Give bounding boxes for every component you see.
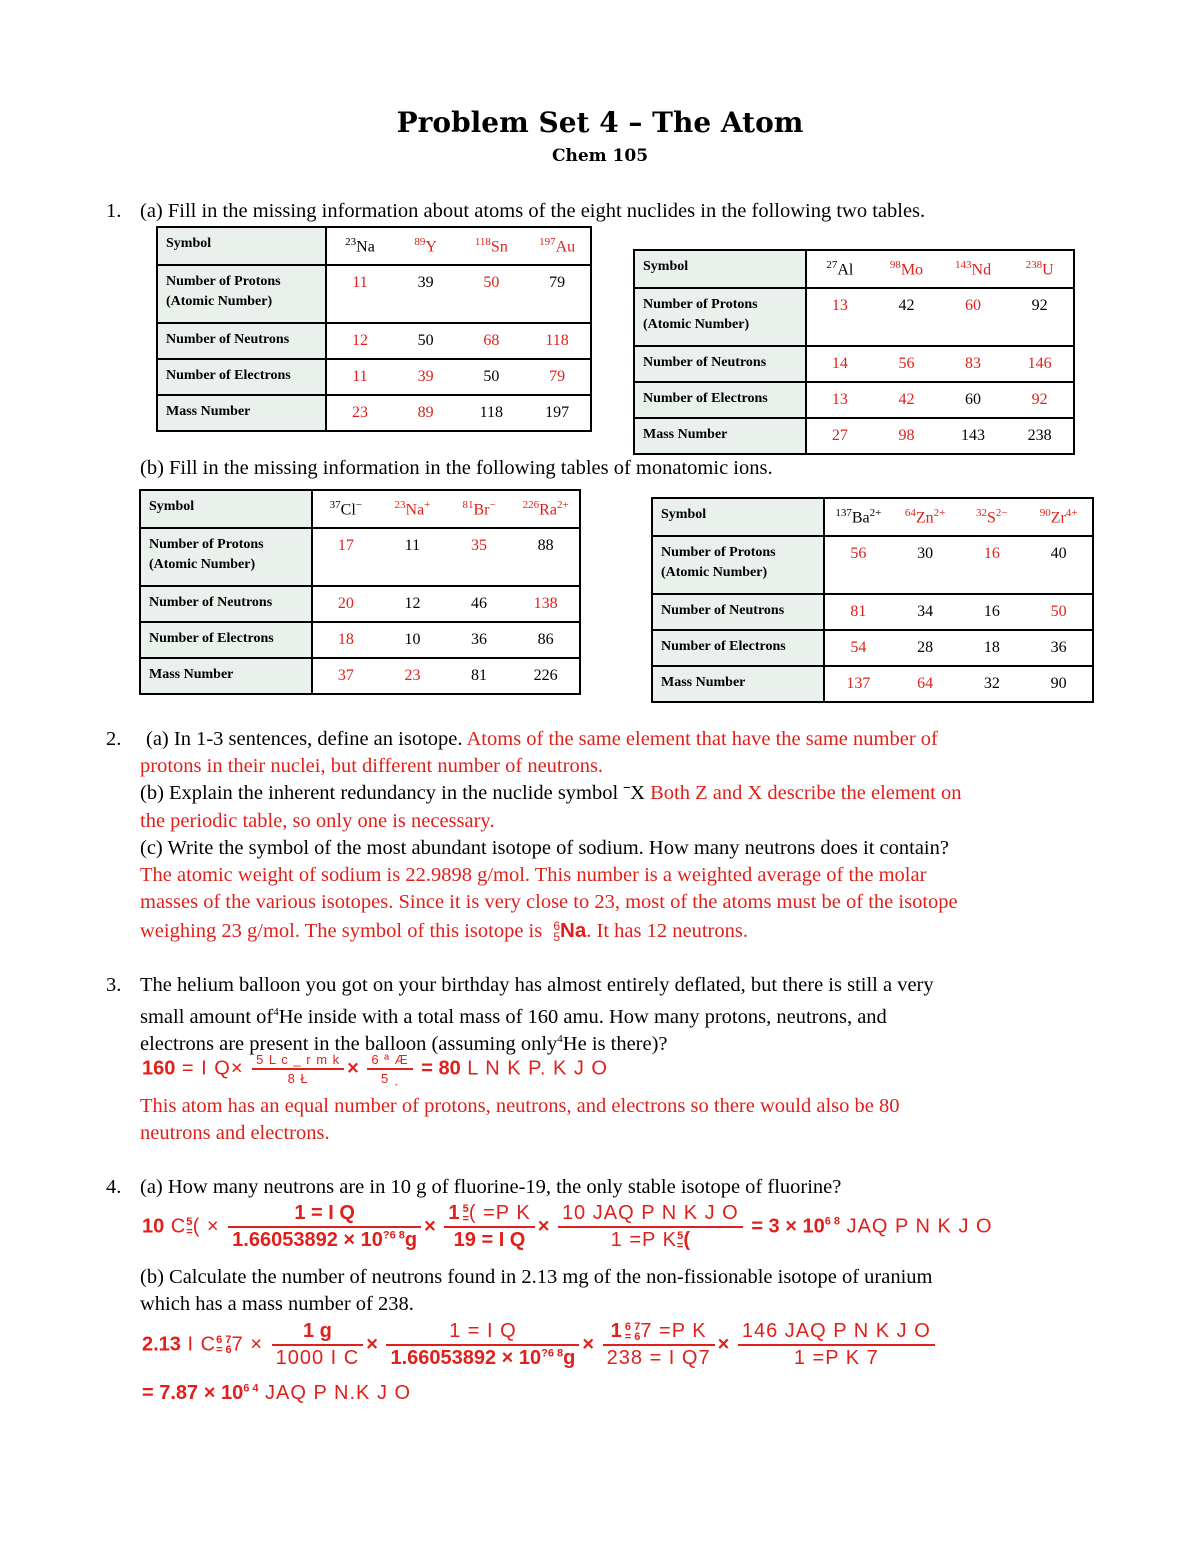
q2a-answer-1: Atoms of the same element that have the same number of [466,728,938,750]
symbol-mass-sup: 137 [835,507,852,519]
row-label-electrons: Number of Electrons [140,622,312,658]
table-row-protons [140,528,580,586]
q4b-f1-den: 1000 I C [275,1347,360,1369]
q3-line-3a: electrons are present in the balloon (assuming only [140,1032,558,1055]
q4a-f3-den: 1 =P K [610,1229,677,1251]
row-label-protons: Number of Protons (Atomic Number) [157,265,326,323]
row-label-neutrons: Number of Neutrons [140,586,312,622]
row-label-neutrons: Number of Neutrons [157,323,326,359]
q4a-equation: 10 C 5 = ( × $\frac{\text{1 = I Q}}{1.66053892 \times 10^{?6 8}g}$ × 1 5 = ( =P K 19 = I Q × 10 JAQ P N K J O 1 =P K 5 = ( = $3 \times 10^{6 8}$ JAQ P N K J O [142,1202,993,1252]
q2c-sym-sub: 5 [553,930,561,945]
value-cell-electrons: 86 [512,622,580,658]
value-cell-mass: 81 [446,658,513,694]
symbol-element: Sn [490,238,508,256]
q3-line-1: The helium balloon you got on your birthday has almost entirely deflated, but there is still a very [140,974,934,996]
value-cell-mass: 27 [806,418,874,454]
q4a-eq-result-sup: 6 8 [824,1215,841,1228]
q4a-f3-den-sup: 5 [677,1229,684,1242]
q4b-eq-g1-sub: = 6 [216,1344,232,1356]
value-cell-mass: 32 [958,666,1025,702]
q4a-eq-g1-end: ( × [192,1215,220,1238]
q4b-f3-den: 238 = I Q7 [606,1347,711,1369]
row-label-symbol: Symbol [634,250,806,288]
symbol-mass-sup: 64 [904,507,916,519]
q4b-f4-den: 1 =P K 7 [793,1347,879,1369]
symbol-cell [873,250,940,288]
symbol-charge: − [355,499,363,511]
value-cell-mass: 37 [312,658,380,694]
q4b-f1-num: 1 g [272,1320,364,1346]
q4b-f3-num-end: 7 =P K [640,1320,707,1342]
q4a-f2-num-sub: = [462,1212,469,1225]
table-row-mass [140,658,580,694]
value-cell-protons: 88 [512,528,580,586]
q4a-f2-num-end: ( =P K [468,1202,531,1224]
symbol-element: Na [405,501,425,519]
symbol-mass-sup: 143 [955,259,972,271]
q4a-f1-den-line [228,1228,421,1252]
q4b-eq-start: 2.13 [142,1333,181,1356]
value-cell-mass: 143 [940,418,1007,454]
q3-eq-end: = 80 [421,1057,461,1080]
symbol-element: U [1042,261,1054,279]
q3-answer-2: neutrons and electrons. [140,1122,330,1144]
q4b-result-end: JAQ P N.K J O [258,1382,412,1404]
q4a-f1-den: 1.66053892 × 10 [232,1229,383,1251]
q2c-sym: Na [560,919,587,942]
q2c-answer-3: weighing 23 g/mol. The symbol of this isotope is [140,920,543,942]
symbol-charge: 2+ [933,507,946,519]
q2a-line [146,726,938,753]
symbol-mass-sup: 37 [329,499,341,511]
q3-line-2b: He inside with a total mass of 160 amu. How many protons, neutrons, and [278,1005,887,1028]
value-cell-mass: 98 [873,418,940,454]
table-row-protons [634,288,1074,346]
q4a-f3-den-sub: = [676,1239,684,1252]
value-cell-protons: 56 [824,536,892,594]
symbol-element: Ra [539,501,557,519]
row-label-protons: Number of Protons (Atomic Number) [634,288,806,346]
ion-table-2 [651,497,1094,703]
row-label-electrons: Number of Electrons [652,630,824,666]
symbol-element: Al [837,261,854,279]
q4b-f2-num: 1 = I Q [386,1320,579,1346]
q4a-fraction-3 [558,1202,743,1252]
nuclide-table-1 [156,226,592,432]
value-cell-mass: 64 [892,666,959,702]
q2b-answer-1: Both Z and X describe the element on [650,782,962,804]
value-cell-electrons: 18 [312,622,380,658]
q4b-f3-num-sup: 6 7 [624,1320,641,1333]
value-cell-neutrons: 118 [524,323,591,359]
q2c-question: (c) Write the symbol of the most abundant isotope of sodium. How many neutrons does it contain? [140,837,949,859]
symbol-mass-sup: 27 [826,259,838,271]
q4a-f2-num-line [444,1202,534,1228]
q4a-fraction-1 [228,1202,421,1252]
value-cell-neutrons: 12 [379,586,446,622]
symbol-element: Zr [1050,509,1066,527]
symbol-mass-sup: 238 [1025,259,1043,271]
q4b-result [142,1382,411,1405]
value-cell-mass: 226 [512,658,580,694]
symbol-charge: 2+ [869,507,882,519]
value-cell-neutrons: 46 [446,586,513,622]
q3-answer-1: This atom has an equal number of protons, neutrons, and electrons so there would also be 80 [140,1095,900,1117]
symbol-cell [806,250,874,288]
q4a-f1-num: 1 = I Q [228,1202,421,1228]
q4a-f2-den: 19 = I Q [453,1229,526,1251]
q4b-question-2: which has a mass number of 238. [140,1293,414,1315]
value-cell-neutrons: 20 [312,586,380,622]
q2c-answer-3-line [140,917,748,945]
table-row-symbol [140,490,580,528]
q2b-question: (b) Explain the inherent redundancy in the nuclide symbol [140,782,619,804]
q2b-answer-2: the periodic table, so only one is necessary. [140,810,495,832]
q3-f2-num: 6 ª Æ [367,1052,412,1070]
value-cell-electrons: 36 [1025,630,1093,666]
symbol-element: Au [555,238,576,256]
table-row-neutrons [140,586,580,622]
value-cell-mass: 137 [824,666,892,702]
value-cell-neutrons: 50 [1025,594,1093,630]
symbol-element: Na [356,238,375,256]
value-cell-electrons: 28 [892,630,959,666]
q4-number: 4. [106,1176,122,1198]
q3-eq-garble: L N K P. K J O [460,1057,608,1080]
row-label-neutrons: Number of Neutrons [652,594,824,630]
symbol-mass-sup: 90 [1039,507,1051,519]
value-cell-neutrons: 83 [940,346,1007,382]
symbol-cell [312,490,380,528]
value-cell-neutrons: 14 [806,346,874,382]
q1a-prompt: (a) Fill in the missing information about atoms of the eight nuclides in the following two tables. [140,200,926,222]
q3-line-2-sup: 4 [273,1006,279,1018]
q4a-eq-result: = 3 × 10 [751,1215,825,1238]
symbol-cell [326,227,393,265]
q4a-fraction-2 [444,1202,534,1252]
value-cell-protons: 11 [326,265,393,323]
q2b-symbol: ˉX [623,782,645,804]
value-cell-mass: 23 [379,658,446,694]
symbol-mass-sup: 98 [889,259,901,271]
value-cell-mass: 197 [524,395,591,431]
q3-equation: 160 = I Q× $\frac{\text{5 L c \_ r m k}}{8 Ł}$ × $\frac{\text{6 ª Æ}}{\text{5 ˏ}}$ = 80 L N K P. K J O [142,1052,608,1086]
value-cell-neutrons: 16 [958,594,1025,630]
value-cell-protons: 50 [458,265,524,323]
q2c-sym-sup: 6 [553,919,561,934]
q4b-f3-num-line [603,1320,715,1346]
value-cell-protons: 16 [958,536,1025,594]
symbol-cell [379,490,446,528]
symbol-charge: 2− [995,507,1008,519]
nuclide-table-2 [633,249,1075,455]
table-row-neutrons [652,594,1093,630]
value-cell-protons: 42 [873,288,940,346]
value-cell-neutrons: 138 [512,586,580,622]
symbol-element: Br [473,501,490,519]
q4a-eq-g1-sup: 5 [186,1216,193,1228]
q4b-eq-g1-indices [216,1335,232,1355]
value-cell-protons: 40 [1025,536,1093,594]
symbol-cell [892,498,959,536]
q4a-f1-den-end: g [404,1229,418,1251]
q3-f2-den: 5 ˏ [380,1071,400,1086]
q4a-f2-num: 1 [448,1202,460,1224]
symbol-cell [446,490,513,528]
symbol-charge: + [424,499,431,511]
row-label-electrons: Number of Electrons [634,382,806,418]
symbol-element: S [987,509,996,527]
q3-line-3b: He is there)? [562,1032,668,1055]
q4b-fraction-3 [603,1320,715,1370]
q3-line-2a: small amount of [140,1005,274,1028]
symbol-cell [824,498,892,536]
q2-number: 2. [106,728,122,750]
value-cell-protons: 92 [1006,288,1074,346]
value-cell-electrons: 13 [806,382,874,418]
row-label-electrons: Number of Electrons [157,359,326,395]
table-row-mass [652,666,1093,702]
value-cell-mass: 23 [326,395,393,431]
symbol-mass-sup: 23 [394,499,406,511]
q4a-f3-den-end: ( [683,1229,691,1251]
q4b-result-value: = 7.87 × 10 [142,1382,244,1404]
course-subtitle: Chem 105 [551,146,649,166]
table-row-electrons [140,622,580,658]
value-cell-electrons: 11 [326,359,393,395]
symbol-mass-sup: 81 [462,499,474,511]
table-row-mass [157,395,591,431]
symbol-mass-sup: 23 [345,236,357,248]
table-row-mass [634,418,1074,454]
symbol-charge: 2+ [556,499,569,511]
symbol-mass-sup: 197 [539,236,556,248]
q4a-eq-g1: C [164,1215,187,1238]
q4b-fraction-1 [272,1320,364,1370]
q4b-eq-g1-sup: 6 7 [216,1334,232,1346]
q4b-f2-den-end: g [563,1347,576,1369]
value-cell-mass: 238 [1006,418,1074,454]
row-label-symbol: Symbol [652,498,824,536]
q4b-eq-g1: I C [180,1333,217,1356]
q4a-f3-den-line [558,1228,743,1252]
value-cell-protons: 11 [379,528,446,586]
value-cell-neutrons: 34 [892,594,959,630]
q2a-question: (a) In 1-3 sentences, define an isotope. [146,728,463,750]
row-label-symbol: Symbol [157,227,326,265]
q2b-line [140,780,962,807]
q4b-f4-num: 146 JAQ P N K J O [738,1320,935,1346]
q4b-f3-num: 1 [610,1320,622,1342]
q4a-eq-start: 10 [142,1215,165,1238]
value-cell-neutrons: 81 [824,594,892,630]
symbol-cell [458,227,524,265]
symbol-cell [524,227,591,265]
symbol-cell [393,227,459,265]
symbol-cell [1006,250,1074,288]
symbol-cell [512,490,580,528]
value-cell-neutrons: 50 [393,323,459,359]
symbol-mass-sup: 118 [474,236,491,248]
table-row-neutrons [634,346,1074,382]
ion-table-1 [139,489,581,695]
q4b-equation: 2.13 I C 6 7 = 6 7 × $\frac{1 g}{\text{1000 I C}}$ × $\frac{\text{1 = I Q}}{1.66053892 \times 10^{?6 8}g}$ × 1 6 7 = 6 7 =P K 238 = I Q7 × $\frac{\text{146 JAQ P N K J O}}{\text{1 =P K 7}}$ [142,1320,938,1370]
symbol-element: Ba [851,509,870,527]
table-row-electrons [634,382,1074,418]
symbol-mass-sup: 89 [414,236,426,248]
q3-fraction-2 [367,1052,412,1086]
q3-f1-num: 5 L c _ r m k [252,1052,344,1070]
table-row-electrons [157,359,591,395]
q4a-eq-g1-sub: = [186,1226,193,1238]
value-cell-protons: 13 [806,288,874,346]
symbol-element: Nd [971,261,992,279]
symbol-element: Cl [340,501,356,519]
symbol-charge: − [489,499,496,511]
symbol-cell [940,250,1007,288]
symbol-element: Mo [900,261,924,279]
q4b-fraction-2 [386,1320,579,1370]
table-row-neutrons [157,323,591,359]
q4a-f3-num: 10 JAQ P N K J O [558,1202,743,1228]
q3-line-3-sup: 4 [557,1033,563,1045]
value-cell-electrons: 36 [446,622,513,658]
symbol-mass-sup: 32 [976,507,988,519]
q1-number: 1. [106,200,122,222]
value-cell-neutrons: 56 [873,346,940,382]
q4b-question-1: (b) Calculate the number of neutrons found in 2.13 mg of the non-fissionable isotope of uranium [140,1266,933,1288]
value-cell-mass: 90 [1025,666,1093,702]
value-cell-mass: 89 [393,395,459,431]
value-cell-electrons: 54 [824,630,892,666]
value-cell-electrons: 18 [958,630,1025,666]
value-cell-neutrons: 68 [458,323,524,359]
q4b-fraction-4 [738,1320,935,1370]
value-cell-protons: 60 [940,288,1007,346]
symbol-cell [1025,498,1093,536]
value-cell-protons: 30 [892,536,959,594]
q3-f1-den: 8 Ł [287,1071,309,1086]
symbol-charge: 4+ [1065,507,1078,519]
row-label-protons: Number of Protons (Atomic Number) [140,528,312,586]
q4b-f2-den: 1.66053892 × 10 [390,1347,542,1369]
value-cell-neutrons: 146 [1006,346,1074,382]
table-row-symbol [157,227,591,265]
value-cell-electrons: 50 [458,359,524,395]
q4a-question: (a) How many neutrons are in 10 g of fluorine-19, the only stable isotope of fluorine? [140,1176,842,1198]
q3-number: 3. [106,974,122,996]
value-cell-protons: 79 [524,265,591,323]
q2a-answer-2: protons in their nuclei, but different number of neutrons. [140,755,604,777]
q4b-eq-g1-end: 7 × [231,1333,264,1356]
q4b-result-sup: 6 4 [243,1382,259,1395]
row-label-neutrons: Number of Neutrons [634,346,806,382]
q3-eq-start: 160 [142,1057,176,1080]
q4b-f3-num-sub: = 6 [624,1330,641,1343]
q3-fraction-1 [252,1052,344,1086]
value-cell-protons: 35 [446,528,513,586]
q4a-f2-num-sup: 5 [462,1202,469,1215]
symbol-element: Y [425,238,437,256]
symbol-mass-sup: 226 [522,499,540,511]
table-row-symbol [652,498,1093,536]
value-cell-protons: 17 [312,528,380,586]
page-title: Problem Set 4 – The Atom [396,106,804,139]
symbol-element: Zn [915,509,934,527]
value-cell-mass: 118 [458,395,524,431]
q2c-answer-1: The atomic weight of sodium is 22.9898 g/mol. This number is a weighted average of the molar [140,864,927,886]
q3-eq-unit: = I Q× [175,1057,244,1080]
q1b-prompt: (b) Fill in the missing information in the following tables of monatomic ions. [140,457,773,479]
table-row-protons [652,536,1093,594]
q4b-f3-num-indices [625,1322,641,1342]
value-cell-neutrons: 12 [326,323,393,359]
value-cell-electrons: 92 [1006,382,1074,418]
value-cell-electrons: 10 [379,622,446,658]
row-label-mass: Mass Number [157,395,326,431]
table-row-symbol [634,250,1074,288]
value-cell-protons: 39 [393,265,459,323]
row-label-symbol: Symbol [140,490,312,528]
value-cell-electrons: 60 [940,382,1007,418]
q4b-f2-den-line [386,1346,579,1370]
q4a-eq-result-end: JAQ P N K J O [840,1215,993,1238]
value-cell-electrons: 42 [873,382,940,418]
table-row-electrons [652,630,1093,666]
q2c-answer-4: . It has 12 neutrons. [586,920,748,942]
q4a-f1-den-sup: ?6 8 [382,1229,405,1242]
row-label-protons: Number of Protons (Atomic Number) [652,536,824,594]
q2c-answer-2: masses of the various isotopes. Since it is very close to 23, most of the atoms must be of the isotope [140,891,958,913]
value-cell-electrons: 39 [393,359,459,395]
value-cell-electrons: 79 [524,359,591,395]
row-label-mass: Mass Number [652,666,824,702]
symbol-cell [958,498,1025,536]
q4b-f2-den-sup: ?6 8 [541,1347,564,1360]
table-row-protons [157,265,591,323]
row-label-mass: Mass Number [634,418,806,454]
row-label-mass: Mass Number [140,658,312,694]
